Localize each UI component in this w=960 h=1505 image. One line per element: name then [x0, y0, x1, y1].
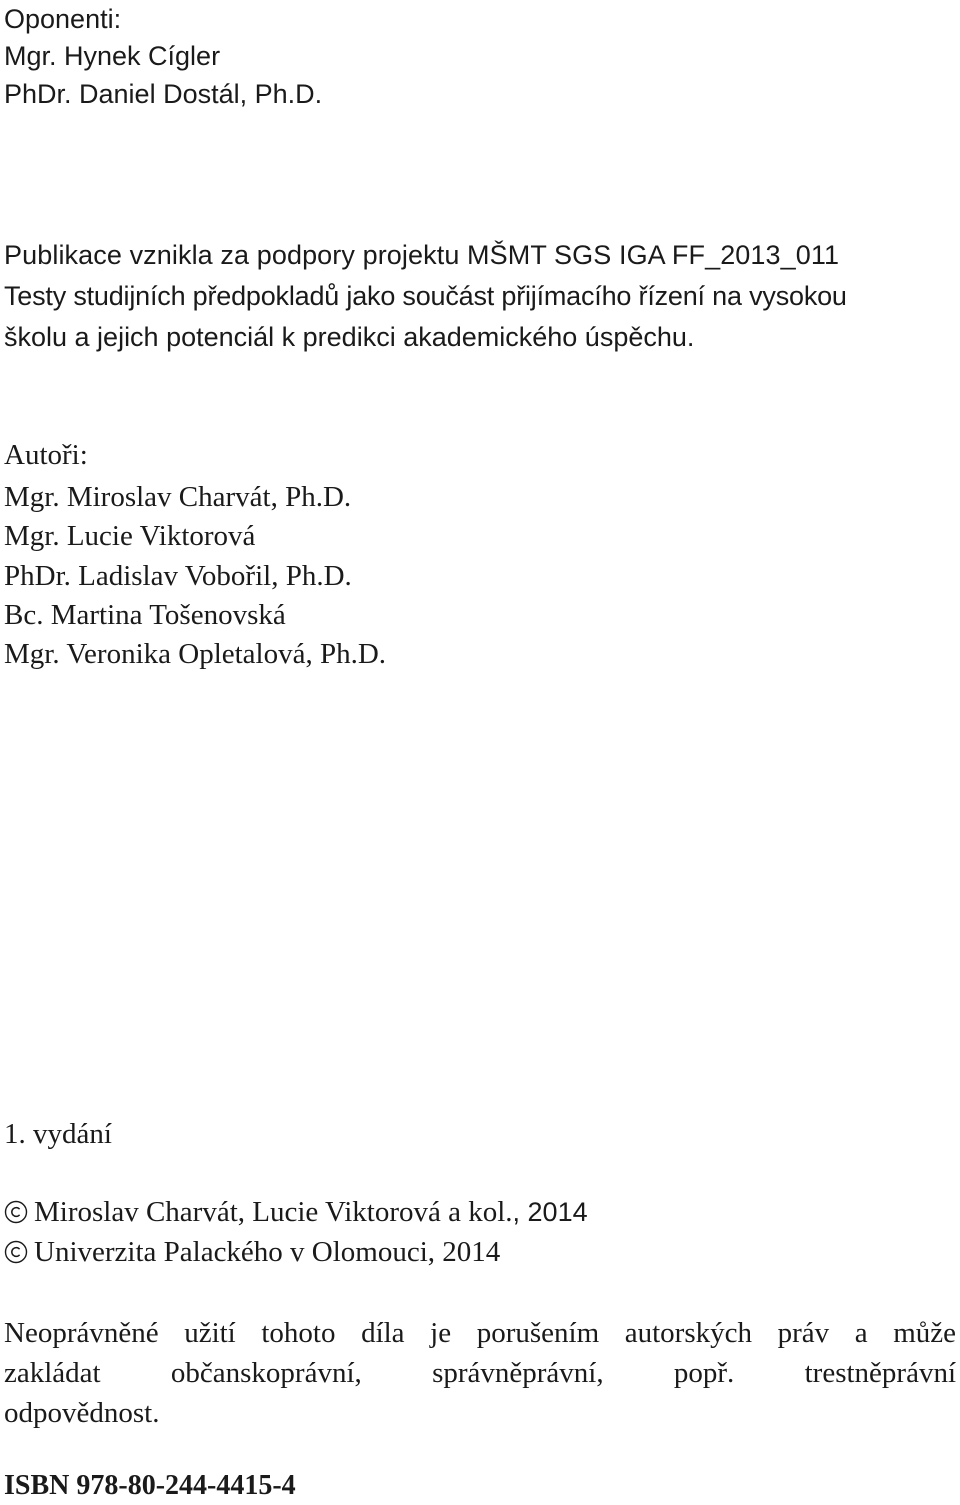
notice-line: odpovědnost.: [4, 1397, 160, 1429]
author-name: Bc. Martina Tošenovská: [4, 599, 286, 631]
copyright-icon: [4, 1200, 28, 1224]
isbn: ISBN 978-80-244-4415-4: [4, 1470, 296, 1501]
copyright-authors-year: , 2014: [512, 1197, 588, 1227]
copyright-publisher-text: Univerzita Palackého v Olomouci, 2014: [34, 1236, 501, 1268]
authors-heading: Autoři:: [4, 439, 88, 471]
copyright-authors: [4, 1193, 588, 1231]
publication-line: Publikace vznikla za podpory projektu MŠMT SGS IGA FF_2013_011: [4, 240, 840, 270]
notice-line: zakládat občanskoprávní, správněprávní, popř. trestněprávní: [4, 1357, 956, 1389]
author-name: PhDr. Ladislav Vobořil, Ph.D.: [4, 560, 352, 592]
opponent-name: PhDr. Daniel Dostál, Ph.D.: [4, 79, 323, 109]
copyright-authors-text: Miroslav Charvát, Lucie Viktorová a kol.: [34, 1196, 513, 1228]
publication-line: Testy studijních předpokladů jako součást přijímacího řízení na vysokou: [4, 281, 847, 311]
edition-label: 1. vydání: [4, 1118, 112, 1150]
opponents-heading: Oponenti:: [4, 4, 122, 34]
author-name: Mgr. Veronika Opletalová, Ph.D.: [4, 638, 387, 670]
copyright-publisher: [4, 1233, 500, 1271]
publication-line: školu a jejich potenciál k predikci akademického úspěchu.: [4, 322, 695, 352]
author-name: Mgr. Miroslav Charvát, Ph.D.: [4, 481, 352, 513]
opponent-name: Mgr. Hynek Cígler: [4, 41, 221, 71]
notice-line: Neoprávněné užití tohoto díla je porušením autorských práv a může: [4, 1317, 956, 1349]
legal-notice: [4, 1313, 956, 1433]
author-name: Mgr. Lucie Viktorová: [4, 520, 256, 552]
copyright-icon: [4, 1240, 28, 1264]
